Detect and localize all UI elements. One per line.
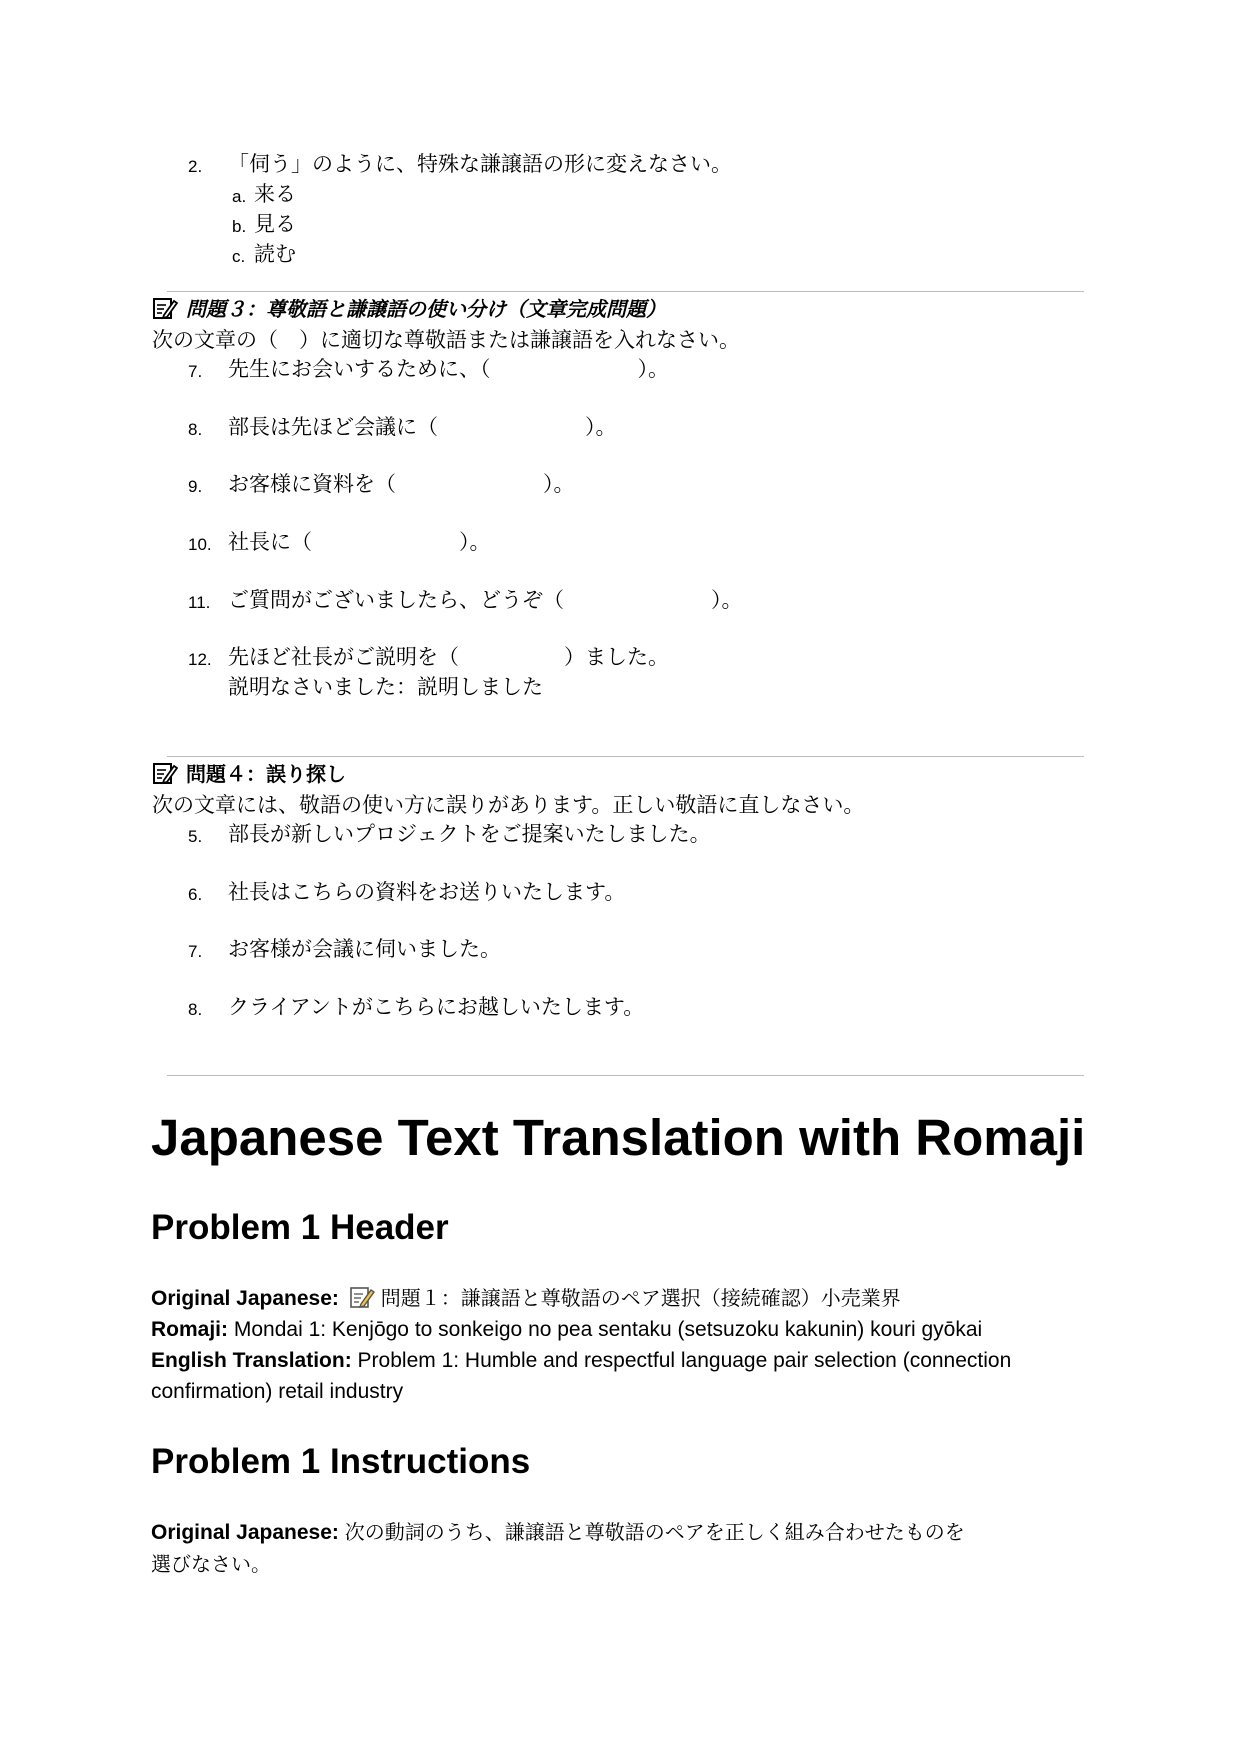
- original-text: 問題１：謙譲語と尊敬語のペア選択（接続確認）小売業界: [380, 1286, 901, 1310]
- problem4-title-text: 問題４：誤り探し: [186, 762, 346, 786]
- original-japanese-line: [151, 1283, 901, 1314]
- list-number: 2.: [188, 157, 203, 176]
- memo-icon: [152, 296, 178, 320]
- problem4-instruction: 次の文章には、敬語の使い方に誤りがあります。正しい敬語に直しなさい。: [152, 793, 865, 817]
- romaji-line: [151, 1314, 982, 1345]
- memo-icon: [152, 761, 178, 785]
- list-item-text: 社長はこちらの資料をお送りいたします。: [228, 880, 626, 904]
- answer-note: 説明なさいました：説明しました: [228, 675, 543, 699]
- list-item-text: 部長が新しいプロジェクトをご提案いたしました。: [228, 822, 711, 846]
- horizontal-rule: [167, 1075, 1084, 1076]
- list-item-text: 先ほど社長がご説明を（ ）ました。: [228, 645, 669, 669]
- english-label: English Translation:: [151, 1349, 352, 1372]
- sublist-item-text: 読む: [254, 242, 296, 266]
- sublist-item-text: 来る: [254, 182, 296, 206]
- memo-icon: [349, 1285, 375, 1309]
- list-item-text: 「伺う」のように、特殊な謙譲語の形に変えなさい。: [228, 152, 732, 176]
- page-title: Japanese Text Translation with Romaji: [151, 1109, 1086, 1166]
- list-number: 6.: [188, 885, 203, 904]
- original-label: Original Japanese:: [151, 1521, 339, 1544]
- original-japanese-line: [151, 1517, 965, 1548]
- list-item-text: お客様に資料を（ ）。: [228, 472, 575, 496]
- sublist-item-text: 見る: [254, 212, 296, 236]
- list-number: 8.: [188, 420, 203, 439]
- list-number: 12.: [188, 650, 212, 669]
- problem3-title: [152, 294, 666, 324]
- list-number: 7.: [188, 942, 203, 961]
- list-item-text: ご質問がございましたら、どうぞ（ ）。: [228, 588, 743, 612]
- romaji-label: Romaji:: [151, 1318, 229, 1341]
- problem3-title-text: 問題３：尊敬語と謙譲語の使い分け（文章完成問題）: [186, 297, 666, 321]
- romaji-text: Mondai 1: Kenjōgo to sonkeigo no pea sentaku (setsuzoku kakunin) kouri gyōkai: [233, 1318, 983, 1341]
- sublist-marker: c.: [232, 247, 246, 266]
- english-line-continued: confirmation) retail industry: [151, 1380, 404, 1403]
- problem3-instruction: 次の文章の（ ）に適切な尊敬語または謙譲語を入れなさい。: [152, 328, 740, 352]
- horizontal-rule: [167, 291, 1084, 292]
- original-text-continued: 選びなさい。: [151, 1552, 271, 1576]
- original-label: Original Japanese:: [151, 1287, 339, 1310]
- sublist-marker: a.: [232, 187, 247, 206]
- problem4-title: [152, 759, 346, 789]
- list-number: 9.: [188, 477, 203, 496]
- english-text: Problem 1: Humble and respectful language pair selection (connection: [357, 1349, 1012, 1372]
- english-line: [151, 1345, 1011, 1376]
- list-number: 11.: [188, 593, 211, 612]
- section-heading: Problem 1 Instructions: [151, 1442, 531, 1481]
- original-text: 次の動詞のうち、謙譲語と尊敬語のペアを正しく組み合わせたものを: [344, 1520, 965, 1544]
- list-item-text: 部長は先ほど会議に（ ）。: [228, 415, 617, 439]
- list-item-text: 先生にお会いするために、（ ）。: [228, 357, 669, 381]
- list-item-text: 社長に（ ）。: [228, 530, 491, 554]
- list-item-text: クライアントがこちらにお越しいたします。: [228, 995, 645, 1019]
- sublist-marker: b.: [232, 217, 247, 236]
- horizontal-rule: [167, 756, 1084, 757]
- list-item-text: お客様が会議に伺いました。: [228, 937, 501, 961]
- list-number: 5.: [188, 827, 203, 846]
- list-number: 8.: [188, 1000, 203, 1019]
- list-number: 10.: [188, 535, 212, 554]
- list-number: 7.: [188, 362, 203, 381]
- section-heading: Problem 1 Header: [151, 1208, 449, 1247]
